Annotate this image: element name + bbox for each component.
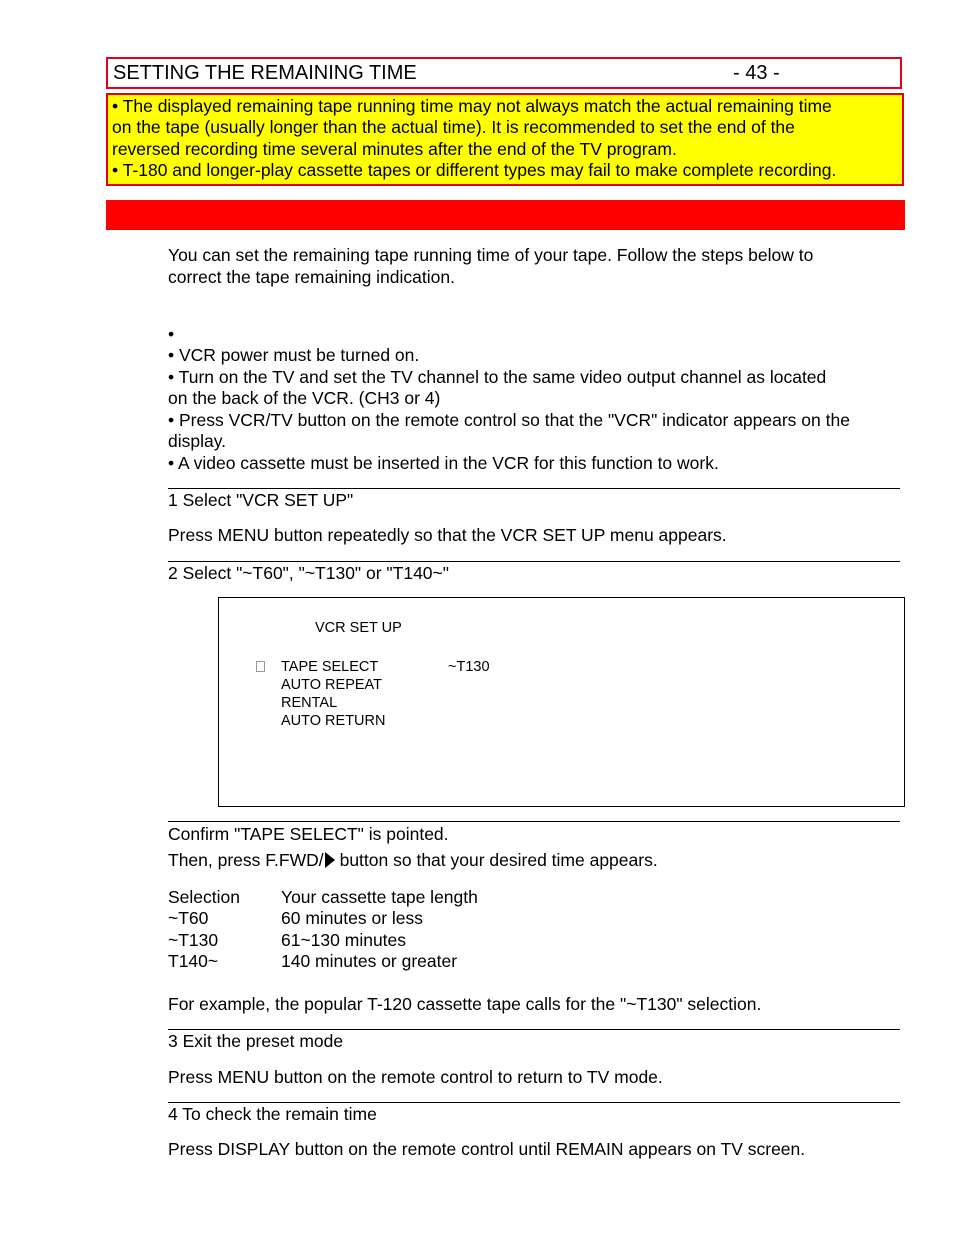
- screen-menu-item: TAPE SELECT: [281, 659, 379, 675]
- confirm-line: [168, 850, 658, 871]
- table-cell: ~T60: [168, 908, 209, 928]
- confirm-text-before: Then, press F.FWD/: [168, 850, 324, 870]
- prereq-line: • A video cassette must be inserted in the VCR for this function to work.: [168, 453, 719, 473]
- table-cell: 140 minutes or greater: [281, 951, 458, 971]
- prereq-line: display.: [168, 431, 227, 451]
- page-number: - 43 -: [733, 62, 780, 84]
- step2-heading: 2 Select "~T60", "~T130" or "T140~": [168, 563, 449, 583]
- table-header-length: Your cassette tape length: [281, 887, 478, 907]
- prereq-line: • Press VCR/TV button on the remote control so that the "VCR" indicator appears on the: [168, 410, 850, 430]
- step3-heading: 3 Exit the preset mode: [168, 1031, 344, 1051]
- note-line: on the tape (usually longer than the actual time). It is recommended to set the end of the: [112, 117, 795, 137]
- note-line: reversed recording time several minutes after the end of the TV program.: [112, 139, 677, 159]
- page-title: SETTING THE REMAINING TIME: [113, 62, 417, 84]
- step3-body: Press MENU button on the remote control to return to TV mode.: [168, 1067, 663, 1087]
- table-cell: T140~: [168, 951, 219, 971]
- prereq-line: on the back of the VCR. (CH3 or 4): [168, 388, 441, 408]
- step1-heading: 1 Select "VCR SET UP": [168, 490, 354, 510]
- note-line: • The displayed remaining tape running time may not always match the actual remaining time: [112, 96, 832, 116]
- confirm-line: Confirm "TAPE SELECT" is pointed.: [168, 824, 449, 844]
- intro-line: You can set the remaining tape running time of your tape. Follow the steps below to: [168, 245, 814, 265]
- step1-body: Press MENU button repeatedly so that the VCR SET UP menu appears.: [168, 525, 727, 545]
- step-divider: [168, 488, 900, 489]
- step-divider: [168, 561, 900, 562]
- screen-selected-value: ~T130: [448, 659, 490, 675]
- confirm-text-after: button so that your desired time appears.: [339, 850, 658, 870]
- step-divider: [168, 1029, 900, 1030]
- prereq-line: • VCR power must be turned on.: [168, 345, 420, 365]
- table-cell: ~T130: [168, 930, 219, 950]
- step-divider: [168, 821, 900, 822]
- section-bar: [106, 200, 905, 230]
- step4-body: Press DISPLAY button on the remote control until REMAIN appears on TV screen.: [168, 1139, 806, 1159]
- prereq-bullet: •: [168, 324, 175, 344]
- play-arrow-icon: [325, 852, 335, 868]
- screen-menu-item: RENTAL: [281, 695, 338, 711]
- screen-menu-item: AUTO RETURN: [281, 713, 386, 729]
- screen-menu-item: AUTO REPEAT: [281, 677, 382, 693]
- screen-menu-title: VCR SET UP: [315, 620, 402, 636]
- table-cell: 60 minutes or less: [281, 908, 424, 928]
- step-divider: [168, 1102, 900, 1103]
- table-cell: 61~130 minutes: [281, 930, 407, 950]
- checkbox-icon: [256, 661, 265, 672]
- step4-heading: 4 To check the remain time: [168, 1104, 377, 1124]
- example-text: For example, the popular T-120 cassette tape calls for the "~T130" selection.: [168, 994, 762, 1014]
- note-line: • T-180 and longer-play cassette tapes or different types may fail to make complete recording.: [112, 160, 837, 180]
- intro-line: correct the tape remaining indication.: [168, 267, 455, 287]
- prereq-line: • Turn on the TV and set the TV channel to the same video output channel as located: [168, 367, 827, 387]
- table-header-selection: Selection: [168, 887, 240, 907]
